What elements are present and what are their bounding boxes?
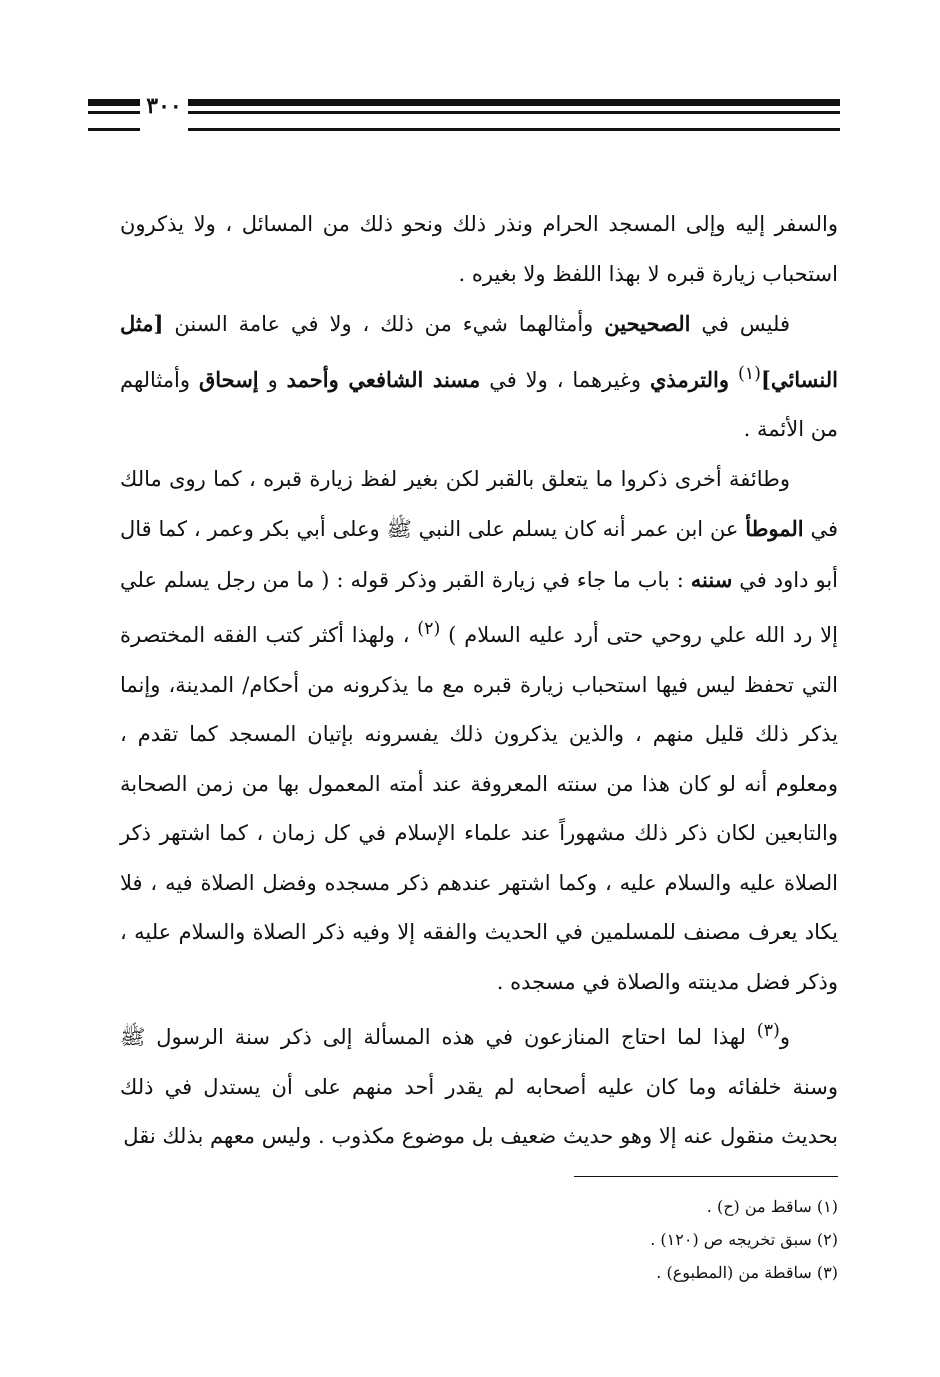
page-header [88,95,840,125]
footnote-ref-3: (٣) [756,1021,780,1041]
footnote-3: (٣) ساقطة من (المطبوع) . [656,1263,838,1282]
paragraph-1: والسفر إليه وإلى المسجد الحرام ونذر ذلك ونحو ذلك من المسائل ، ولا يذكرون استحباب زيارة قبره لا بهذا اللفظ ولا بغيره . [120,212,838,286]
footnotes [420,1190,838,1289]
footnote-2: (٢) سبق تخريجه ص (١٢٠) . [650,1230,838,1249]
paragraph-3: وطائفة أخرى ذكروا ما يتعلق بالقبر لكن بغير لفظ زيارة قبره ، كما روى مالك في الموطأ عن ابن عمر أنه كان يسلم على النبي ﷺ وعلى أبي بكر وعمر ، كما قال أبو داود في سننه : باب ما جاء في زيارة القبر وذكر قوله : ( ما من رجل يسلم علي إلا رد الله علي روحي حتى أرد عليه السلام ) $^{(٢)}$ ، ولهذا أكثر كتب الفقه المختصرة التي تحفظ ليس فيها استحباب زيارة قبره مع ما يذكرونه من أحكام/ المدينة، وإنما يذكر ذلك قليل منهم ، والذين يذكرون ذلك يفسرونه بإتيان المسجد كما تقدم ، ومعلوم أنه لو كان هذا من سنته المعروفة عند أمته المعمول بها من زمن الصحابة والتابعين لكان ذكر ذلك مشهوراً عند علماء الإسلام في كل زمان ، كما اشتهر ذكر الصلاة عليه والسلام عليه ، وكما اشتهر عندهم ذكر مسجده وفضل الصلاة فيه ، فلا يكاد يعرف مصنف للمسلمين في الحديث والفقه إلا وفيه ذكر الصلاة والسلام عليه ، وذكر فضل مدينته والصلاة في مسجده . [120,466,838,994]
footnote-1: (١) ساقط من (ح) . [706,1197,838,1216]
paragraph-2: فليس في الصحيحين وأمثالهما شيء من ذلك ، ولا في عامة السنن [مثل النسائي]$^{(١)}$ والترمذي وغيرهما ، ولا في مسند الشافعي وأحمد و إسحاق وأمثالهم من الأئمة . [120,311,838,441]
header-rule [188,99,840,131]
page-number: ٣٠٠ [142,93,186,119]
body-text [120,200,838,1162]
footnote-ref-2: (٢) [417,619,441,639]
footnote-divider [574,1176,838,1177]
header-rule-short [88,99,140,131]
paragraph-4: و$^{(٣)}$ لهذا لما احتاج المنازعون في هذه المسألة إلى ذكر سنة الرسول ﷺ وسنة خلفائه وما كان عليه أصحابه لم يقدر أحد منهم على أن يستدل في ذلك بحديث منقول عنه إلا وهو حديث ضعيف بل موضوع مكذوب . وليس معهم بذلك نقل [120,1021,838,1148]
footnote-ref-1: (١) [737,363,761,384]
